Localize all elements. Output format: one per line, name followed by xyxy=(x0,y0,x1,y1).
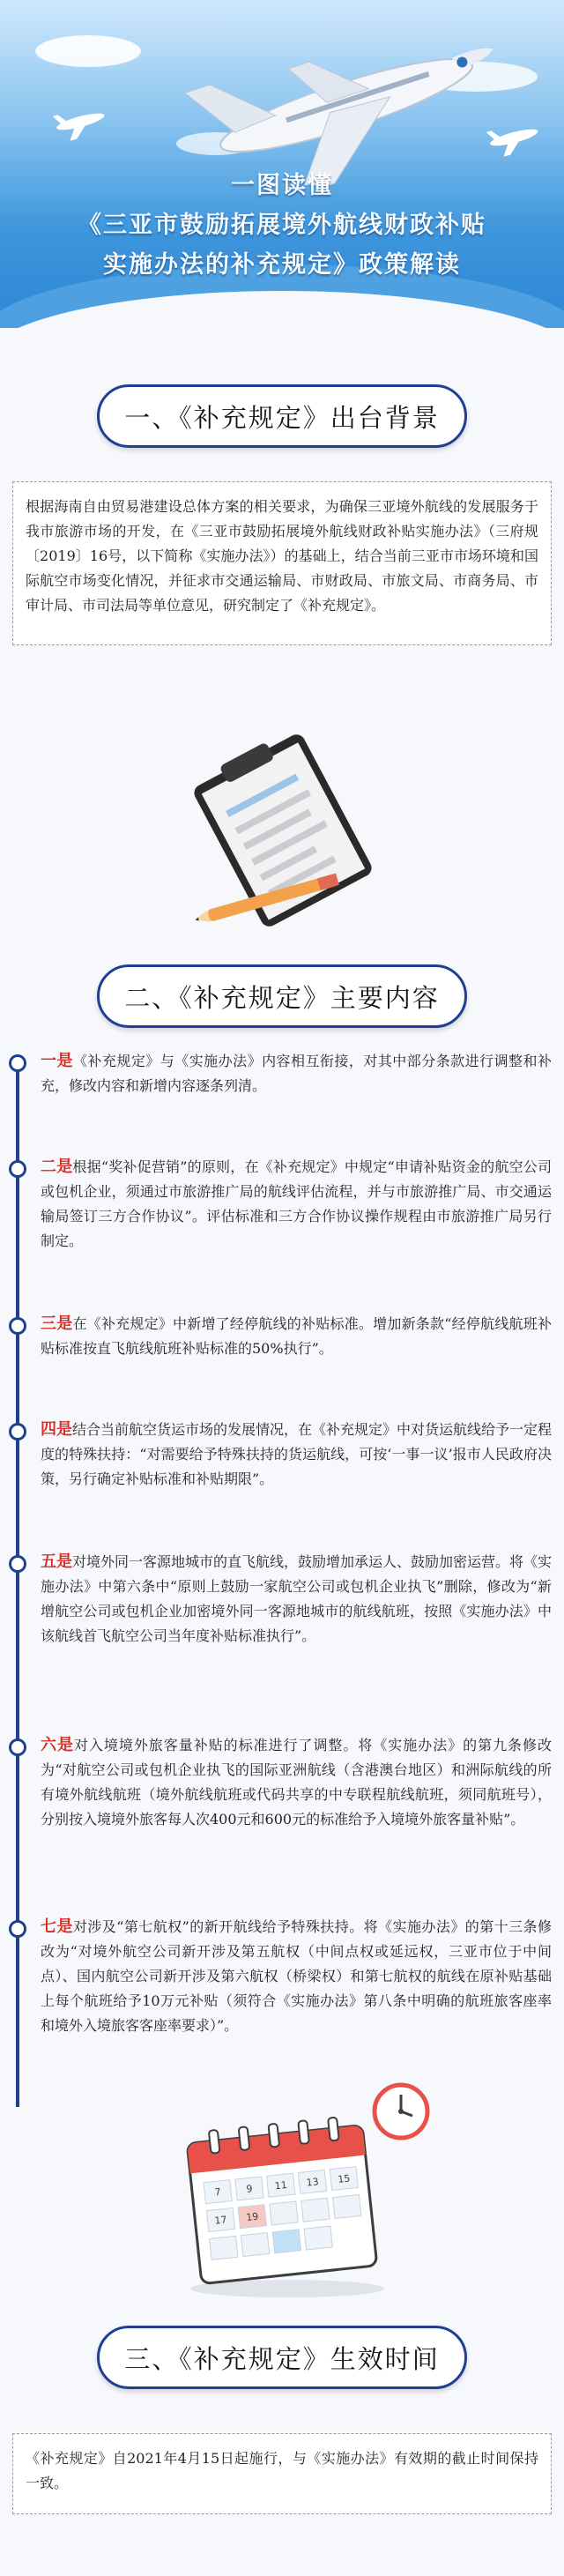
calendar-icon xyxy=(173,2107,402,2301)
item-lead: 七是 xyxy=(41,1917,73,1936)
calendar-number: 15 xyxy=(337,2172,352,2185)
section-heading-content xyxy=(97,964,467,1028)
airplane-icon xyxy=(176,9,511,185)
timeline-dot xyxy=(9,1160,26,1178)
item-lead: 六是 xyxy=(41,1736,74,1754)
calendar-number: 7 xyxy=(214,2185,222,2199)
header-banner xyxy=(0,0,564,328)
calendar-number: 19 xyxy=(245,2210,259,2223)
section-heading-text: 三、《补充规定》生效时间 xyxy=(124,2343,440,2374)
calendar-number: 13 xyxy=(305,2176,320,2189)
timeline-dot xyxy=(9,1423,26,1441)
item-lead: 一是 xyxy=(41,1052,73,1070)
item-text: 根据“奖补促营销”的原则，在《补充规定》中规定“申请补贴资金的航空公司或包机企业，须通过市旅游推广局的航线评估流程，并与市旅游推广局、市交通运输局签订三方合作协议”。评估标准和三方合作协议操作规程由市旅游推广局另行制定。 xyxy=(41,1158,553,1249)
calendar-number: 9 xyxy=(245,2183,254,2195)
airplane-icon xyxy=(483,115,545,159)
item-lead: 三是 xyxy=(41,1314,73,1333)
timeline-dot xyxy=(9,1920,26,1938)
item-lead: 二是 xyxy=(41,1158,73,1176)
calendar-number: 11 xyxy=(274,2178,288,2193)
timeline-dot xyxy=(9,1555,26,1573)
item-text: 对涉及“第七航权”的新开航线给予特殊扶持。将《实施办法》的第十三条修改为“对境外航空公司新开涉及第五航权（中间点权或延远权，三亚市位于中间点）、国内航空公司新开涉及第六航权（桥梁权）和第七航权的航线在原补贴基础上每个航班给予10万元补贴（须符合《实施办法》第八条中明确的航班旅客座率和境外入境旅客客座率要求）”。 xyxy=(41,1918,552,2034)
title-line-3: 实施办法的补充规定》政策解读 xyxy=(103,251,461,279)
airplane-icon xyxy=(49,99,111,143)
timeline-dot xyxy=(9,1738,26,1756)
section-heading-effective xyxy=(97,2326,467,2389)
calendar-number: 17 xyxy=(213,2214,228,2227)
pen-icon xyxy=(189,871,365,924)
background-text-box xyxy=(12,481,552,645)
item-text: 对入境境外旅客量补贴的标准进行了调整。将《实施办法》的第九条修改为“对航空公司或包机企业执飞的国际亚洲航线（含港澳台地区）和洲际航线的所有境外航线航班（境外航线航班或代码共享的中专联程航线航班，须同航班号），分别按入境境外旅客每人次400元和600元的标准给予入境境外旅客量补贴”。 xyxy=(41,1737,552,1828)
effective-text-box xyxy=(12,2433,552,2514)
timeline-line xyxy=(16,1067,19,2107)
content-timeline xyxy=(0,1049,564,2230)
section-heading-text: 一、《补充规定》出台背景 xyxy=(124,402,440,433)
item-text: 《补充规定》与《实施办法》内容相互衔接，对其中部分条款进行调整和补充，修改内容和新增内容逐条列清。 xyxy=(41,1053,552,1094)
item-text: 结合当前航空货运市场的发展情况，在《补充规定》中对货运航线给予一定程度的特殊扶持：“对需要给予特殊扶持的货运航线，可按‘一事一议’报市人民政府决策，另行确定补贴标准和补贴期限”。 xyxy=(41,1421,553,1487)
timeline-dot xyxy=(9,1317,26,1335)
section-heading-text: 二、《补充规定》主要内容 xyxy=(124,982,440,1013)
item-text: 在《补充规定》中新增了经停航线的补贴标准。增加新条款“经停航线航班补贴标准按直飞航线航班补贴标准的50%执行”。 xyxy=(41,1315,552,1357)
title-line-1: 一图读懂 xyxy=(231,172,333,199)
effective-paragraph: 《补充规定》自2021年4月15日起施行，与《实施办法》有效期的截止时间保持一致。 xyxy=(26,2450,538,2491)
title-line-2: 《三亚市鼓励拓展境外航线财政补贴 xyxy=(78,212,486,239)
item-text: 对境外同一客源地城市的直飞航线，鼓励增加承运人、鼓励加密运营。将《实施办法》中第六条中“原则上鼓励一家航空公司或包机企业执飞”删除，修改为“新增航空公司或包机企业加密境外同一客源地城市的航线航班，按照《实施办法》中该航线首飞航空公司当年度补贴标准执行”。 xyxy=(41,1553,553,1644)
item-lead: 五是 xyxy=(41,1552,72,1571)
background-paragraph: 根据海南自由贸易港建设总体方案的相关要求，为确保三亚境外航线的发展服务于我市旅游市场的开发，在《三亚市鼓励拓展境外航线财政补贴实施办法》（三府规〔2019〕16号，以下简称《实施办法》）的基础上，结合当前三亚市市场环境和国际航空市场变化情况，并征求市交通运输局、市财政局、市旅文局、市商务局、市审计局、市司法局等单位意见，研究制定了《补充规定》。 xyxy=(26,498,538,614)
clock-icon xyxy=(370,2081,432,2142)
page-title xyxy=(0,166,564,279)
section-heading-background xyxy=(97,384,467,448)
timeline-dot xyxy=(9,1054,26,1072)
item-lead: 四是 xyxy=(41,1420,72,1439)
